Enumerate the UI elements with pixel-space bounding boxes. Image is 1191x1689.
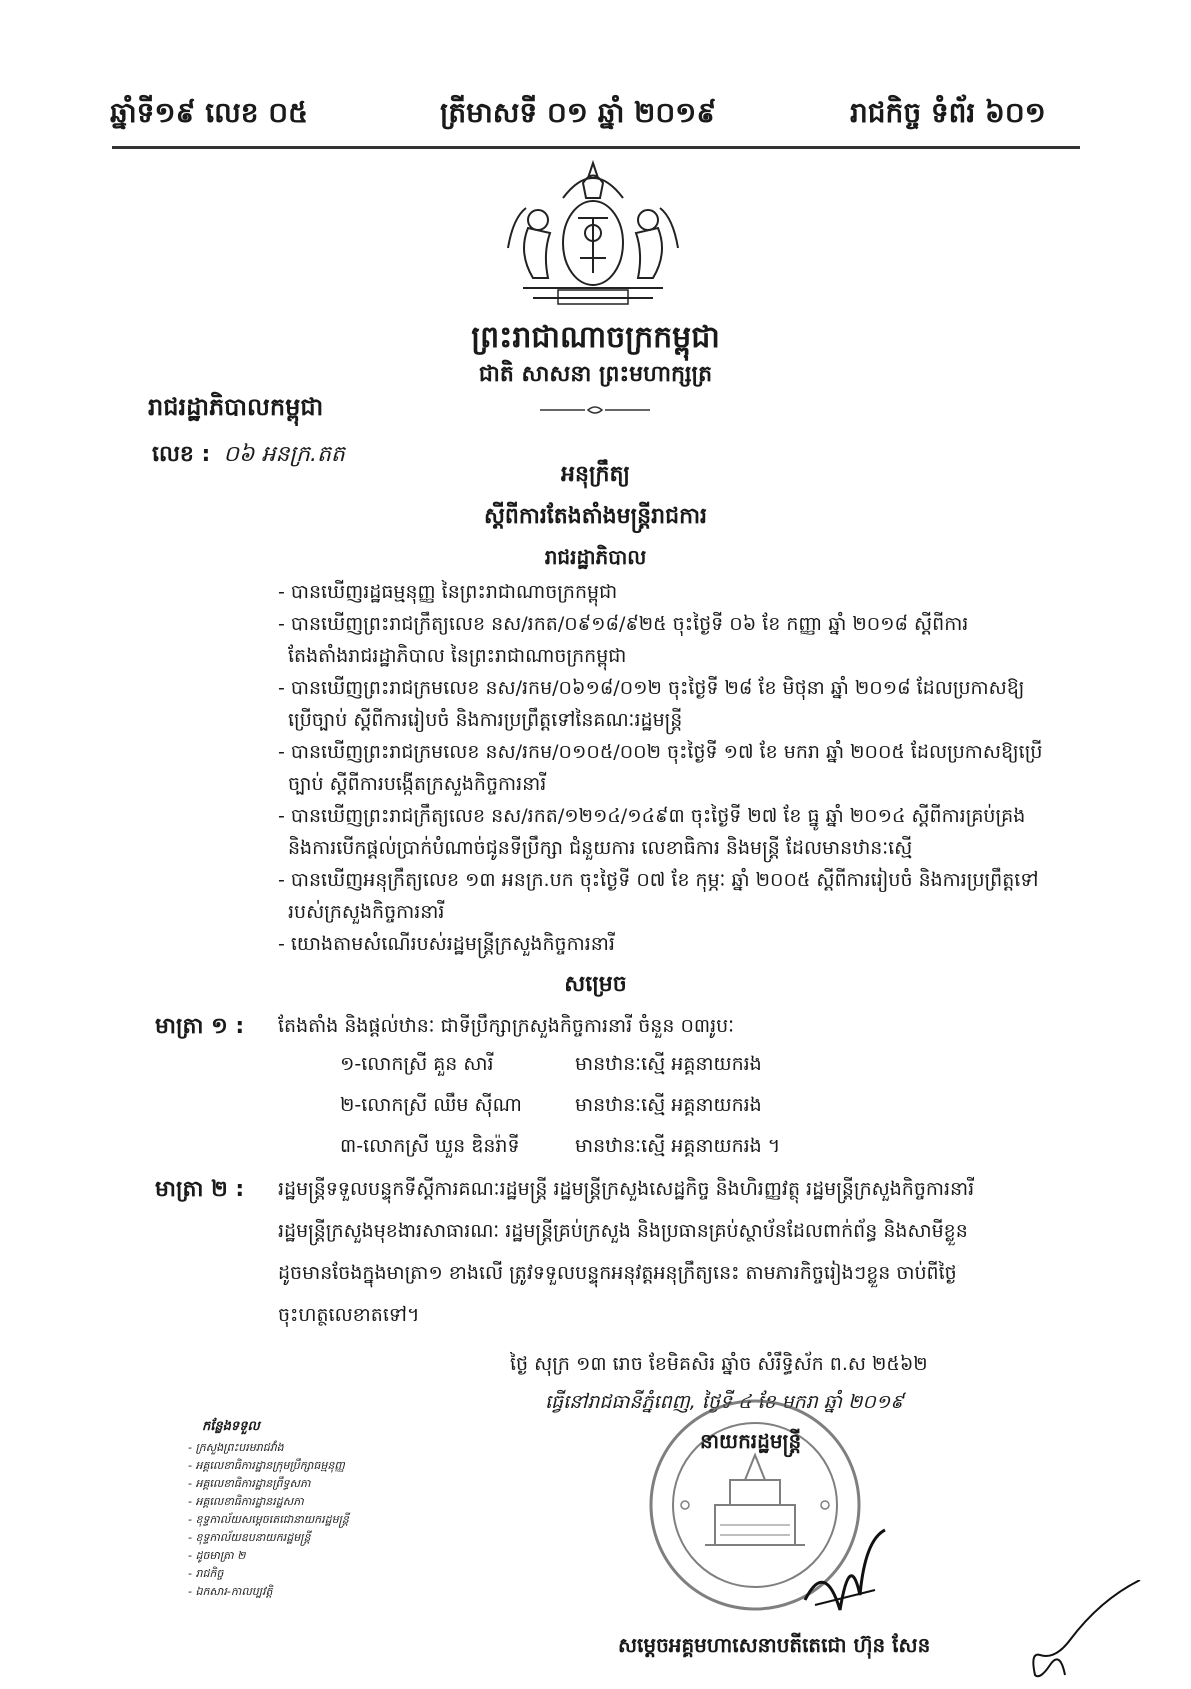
cc-item: - ឯកសារ-កាលប្បវត្តិ [188, 1585, 273, 1598]
header-issue: ឆ្នាំទី១៩ លេខ ០៥ [110, 96, 308, 129]
royal-emblem-icon [488, 158, 698, 318]
cc-item: - អគ្គលេខាធិការដ្ឋានក្រុមប្រឹក្សាធម្មនុញ្ញ [188, 1459, 345, 1472]
kingdom-name: ព្រះរាជាណាចក្រកម្ពុជា [471, 320, 720, 355]
header-quarter: ត្រីមាសទី ០១ ឆ្នាំ ២០១៩ [440, 96, 717, 129]
preamble-line: - បានឃើញអនុក្រឹត្យលេខ ១៣ អនក្រ.បក ចុះថ្ងៃទី ០៧ ខែ កុម្ភៈ ឆ្នាំ ២០០៥ ស្ដីពីការរៀបចំ និងការប្រព្រឹត្តទៅ [278, 869, 1039, 891]
appointee-rank: មានឋានៈស្មើ អគ្គនាយករង ។ [575, 1135, 781, 1157]
article-2-line: ដូចមានចែងក្នុងមាត្រា១ ខាងលើ ត្រូវទទួលបន្ទុកអនុវត្តអនុក្រឹត្យនេះ តាមភារកិច្ចរៀងៗខ្លួន ចាប់ពីថ្ងៃ [278, 1262, 957, 1284]
appointee-rank: មានឋានៈស្មើ អគ្គនាយករង [575, 1053, 762, 1075]
signature-icon [795, 1520, 895, 1620]
article-2-line: រដ្ឋមន្ត្រីទទួលបន្ទុកទីស្ដីការគណៈរដ្ឋមន្ត្រី រដ្ឋមន្ត្រីក្រសួងសេដ្ឋកិច្ច និងហិរញ្ញវត្ថុ រដ្ឋមន្ត្រីក្រសួងកិច្ចការនារី [278, 1178, 975, 1200]
preamble-line: របស់ក្រសួងកិច្ចការនារី [288, 901, 445, 923]
preamble-line: ប្រើច្បាប់ ស្ដីពីការរៀបចំ និងការប្រព្រឹត្តទៅនៃគណៈរដ្ឋមន្ត្រី [288, 709, 683, 731]
cc-item: - រាជកិច្ច [188, 1567, 224, 1580]
cc-item: - ក្រសួងព្រះបរមរាជវាំង [188, 1441, 284, 1454]
doc-type: អនុក្រឹត្យ [561, 462, 630, 487]
preamble-line: - បានឃើញរដ្ឋធម្មនុញ្ញ នៃព្រះរាជាណាចក្រកម្ពុជា [278, 581, 618, 603]
cc-item: - អគ្គលេខាធិការដ្ឋានរដ្ឋសភា [188, 1495, 304, 1508]
preamble-line: - យោងតាមសំណើរបស់រដ្ឋមន្ត្រីក្រសួងកិច្ចការនារី [278, 933, 615, 955]
article-2-line: រដ្ឋមន្ត្រីក្រសួងមុខងារសាធារណៈ រដ្ឋមន្ត្រីគ្រប់ក្រសួង និងប្រធានគ្រប់ស្ថាប័នដែលពាក់ព័ន្ធ និងសាមីខ្លួន [278, 1220, 968, 1242]
signatory-name: សម្ដេចអគ្គមហាសេនាបតីតេជោ ហ៊ុន សែន [618, 1633, 931, 1657]
header-page: រាជកិច្ច ទំព័រ ៦០១ [850, 96, 1046, 129]
preamble-line: - បានឃើញព្រះរាជក្រមលេខ នស/រកម/០១០៥/០០២ ចុះថ្ងៃទី ១៧ ខែ មករា ឆ្នាំ ២០០៥ ដែលប្រកាសឱ្យប្រើ [278, 741, 1043, 763]
second-signature-icon [1010, 1580, 1160, 1685]
signatory-title: នាយករដ្ឋមន្ត្រី [700, 1429, 802, 1453]
preamble-line: តែងតាំងរាជរដ្ឋាភិបាល នៃព្រះរាជាណាចក្រកម្ពុជា [288, 645, 627, 667]
article-2-line: ចុះហត្ថលេខាតទៅ។ [278, 1304, 420, 1326]
preamble-line: - បានឃើញព្រះរាជក្រមលេខ នស/រកម/០៦១៨/០១២ ចុះថ្ងៃទី ២៨ ខែ មិថុនា ឆ្នាំ ២០១៨ ដែលប្រកាសឱ្យ [278, 677, 1025, 699]
preamble [278, 580, 1098, 964]
appointee-name: ១-លោកស្រី គួន សារី [340, 1053, 494, 1075]
solar-date: ធ្វើនៅរាជធានីភ្នំពេញ, ថ្ងៃទី ៤ ខែ មករា ឆ្នាំ ២០១៩ [545, 1391, 904, 1413]
appointee-name: ២-លោកស្រី ឈឹម ស៊ីណា [340, 1094, 522, 1116]
preamble-line: ច្បាប់ ស្ដីពីការបង្កើតក្រសួងកិច្ចការនារី [288, 773, 547, 795]
cc-item: - ដូចមាត្រា ២ [188, 1549, 246, 1562]
appointee-name: ៣-លោកស្រី ឃួន ឌិនរ៉ាទី [340, 1135, 520, 1157]
preamble-line: - បានឃើញព្រះរាជក្រឹត្យលេខ នស/រកត/០៩១៨/៩២៥ ចុះថ្ងៃទី ០៦ ខែ កញ្ញា ឆ្នាំ ២០១៨ ស្ដីពីការ [278, 613, 969, 635]
issuer-name: រាជរដ្ឋាភិបាលកម្ពុជា [148, 393, 324, 421]
article-2-label: មាត្រា ២ : [155, 1177, 245, 1202]
cc-item: - អគ្គលេខាធិការដ្ឋានព្រឹទ្ធសភា [188, 1477, 311, 1490]
article-1-label: មាត្រា ១ : [155, 1014, 245, 1039]
article-1-text: តែងតាំង និងផ្ដល់ឋានៈ ជាទីប្រឹក្សាក្រសួងកិច្ចការនារី ចំនួន ០៣រូបៈ [278, 1015, 735, 1037]
preamble-line: - បានឃើញព្រះរាជក្រឹត្យលេខ នស/រកត/១២១៤/១៤៩៣ ចុះថ្ងៃទី ២៧ ខែ ធ្នូ ឆ្នាំ ២០១៤ ស្ដីពីការគ្រប់គ្រង [278, 805, 1026, 827]
preamble-line: និងការបើកផ្ដល់ប្រាក់បំណាច់ជូនទីប្រឹក្សា ជំនួយការ លេខាធិការ និងមន្ត្រី ដែលមានឋានៈស្មើ [288, 837, 913, 859]
cc-item: - ខុទ្ទកាល័យឧបនាយករដ្ឋមន្ត្រី [188, 1531, 311, 1544]
appointee-rank: មានឋានៈស្មើ អគ្គនាយករង [575, 1094, 762, 1116]
kingdom-motto: ជាតិ សាសនា ព្រះមហាក្សត្រ [478, 362, 713, 387]
doc-authority: រាជរដ្ឋាភិបាល [544, 545, 647, 569]
cc-list [188, 1418, 428, 1601]
header-rule [112, 146, 1080, 149]
doc-number-value: ០៦ អនក្រ.តត [223, 442, 345, 467]
ornament-divider [540, 400, 650, 419]
decision-heading: សម្រេច [564, 972, 627, 997]
cc-title: កន្លែងទទួល [202, 1419, 260, 1434]
article-2-body [278, 1177, 1098, 1345]
lunar-date: ថ្ងៃ សុក្រ ១៣ រោច ខែមិគសិរ ឆ្នាំច សំរឹទ្ធិស័ក ព.ស ២៥៦២ [510, 1353, 928, 1375]
doc-subject: ស្ដីពីការតែងតាំងមន្ត្រីរាជការ [483, 504, 707, 529]
doc-number-label: លេខ : [152, 442, 211, 467]
cc-item: - ខុទ្ទកាល័យសម្ដេចតេជោនាយករដ្ឋមន្ត្រី [188, 1513, 349, 1526]
